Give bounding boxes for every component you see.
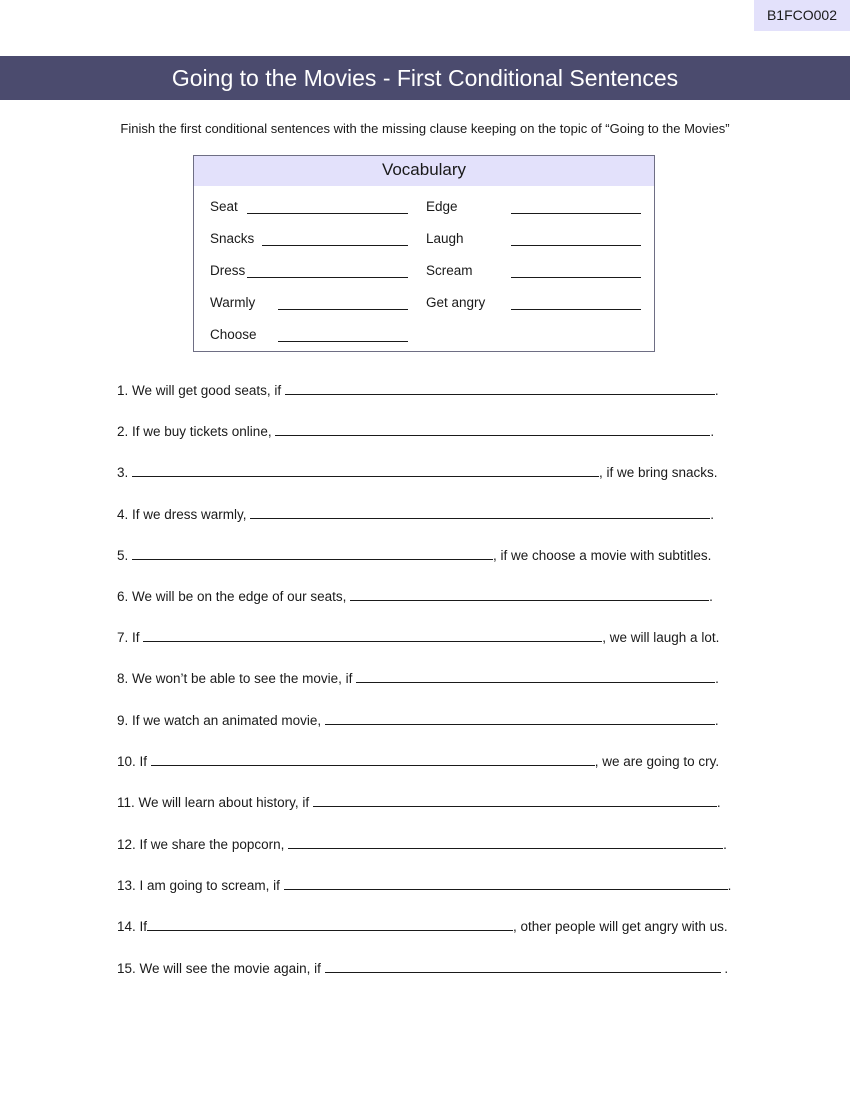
answer-blank[interactable] [151,753,595,766]
vocab-word-edge: Edge [426,199,458,214]
answer-blank[interactable] [284,877,728,890]
vocab-blank-get-angry[interactable] [511,309,641,310]
question-11: 11. We will learn about history, if . [117,795,721,810]
answer-blank[interactable] [325,712,715,725]
worksheet-code: B1FCO002 [754,0,850,31]
question-2: 2. If we buy tickets online, . [117,424,715,439]
vocab-blank-choose[interactable] [278,341,408,342]
vocab-blank-dress[interactable] [247,277,408,278]
vocab-word-seat: Seat [210,199,238,214]
vocab-blank-warmly[interactable] [278,309,408,310]
answer-blank[interactable] [285,382,715,395]
vocab-word-snacks: Snacks [210,231,255,246]
answer-blank[interactable] [350,588,709,601]
answer-blank[interactable] [275,423,710,436]
vocab-blank-snacks[interactable] [262,245,408,246]
answer-blank[interactable] [132,547,493,560]
answer-blank[interactable] [143,629,602,642]
answer-blank[interactable] [288,836,723,849]
vocab-word-choose: Choose [210,327,257,342]
vocab-blank-edge[interactable] [511,213,641,214]
vocab-word-laugh: Laugh [426,231,464,246]
question-10: 10. If , we are going to cry. [117,754,720,769]
vocab-word-get-angry: Get angry [426,295,486,310]
vocabulary-heading: Vocabulary [194,156,654,186]
question-5: 5. , if we choose a movie with subtitles. [117,548,712,563]
instructions: Finish the first conditional sentences with the missing clause keeping on the topic of “Going to the Movies” [120,121,730,136]
question-14: 14. If , other people will get angry with us. [117,919,728,934]
page-title: Going to the Movies - First Conditional Sentences [0,56,850,100]
answer-blank[interactable] [147,918,513,931]
vocabulary-box [193,155,655,352]
question-8: 8. We won’t be able to see the movie, if . [117,671,719,686]
question-1: 1. We will get good seats, if . [117,383,719,398]
question-7: 7. If , we will laugh a lot. [117,630,720,645]
vocab-word-warmly: Warmly [210,295,256,310]
answer-blank[interactable] [132,464,599,477]
answer-blank[interactable] [313,794,717,807]
answer-blank[interactable] [250,506,710,519]
vocab-word-scream: Scream [426,263,473,278]
vocab-word-dress: Dress [210,263,246,278]
question-4: 4. If we dress warmly, . [117,507,715,522]
question-9: 9. If we watch an animated movie, . [117,713,719,728]
question-3: 3. , if we bring snacks. [117,465,718,480]
vocab-blank-scream[interactable] [511,277,641,278]
vocab-blank-seat[interactable] [247,213,408,214]
question-13: 13. I am going to scream, if . [117,878,732,893]
vocab-blank-laugh[interactable] [511,245,641,246]
question-6: 6. We will be on the edge of our seats, . [117,589,713,604]
question-15: 15. We will see the movie again, if . [117,961,729,976]
answer-blank[interactable] [325,960,721,973]
question-12: 12. If we share the popcorn, . [117,837,727,852]
answer-blank[interactable] [356,670,715,683]
